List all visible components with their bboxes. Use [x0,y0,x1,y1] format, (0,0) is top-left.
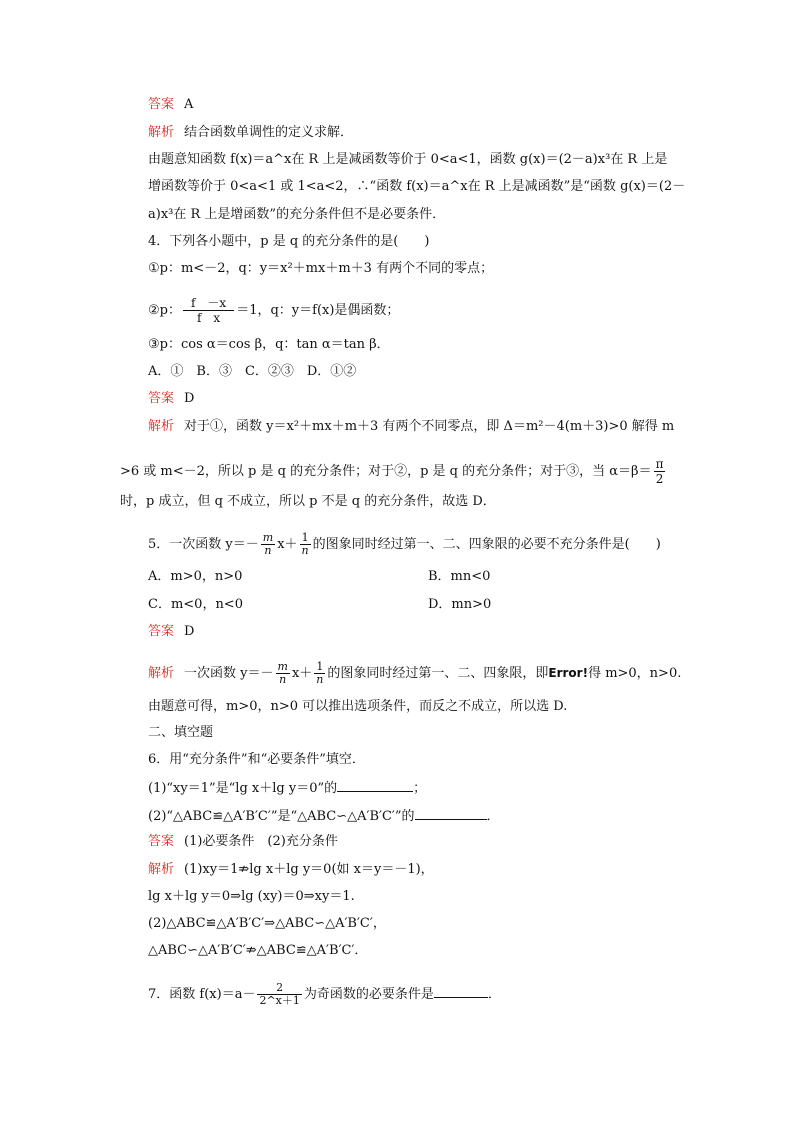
q6-blank-2[interactable] [415,806,487,820]
q6-analysis-line-3: (2)△ABC≌△A′B′C′⇒△ABC∽△A′B′C′， [148,916,386,931]
q4-item2-suffix: ＝1，q：y＝f(x)是偶函数； [236,303,400,318]
q6-analysis-text-1: (1)xy＝1⇏lg x＋lg y＝0(如 x＝y＝－1)， [184,862,434,877]
fraction-numerator: π [655,457,664,471]
q6-analysis-line-1 [148,861,434,879]
q5-analysis-suffix-1: 的图象同时经过第一、二、四象限，即 [327,666,549,681]
q3-analysis-intro: 结合函数单调性的定义求解． [184,125,354,140]
q6-item1-text: (1)“xy＝1”是“lg x＋lg y＝0”的 [148,781,338,796]
q7-stem [148,982,501,1007]
q5-option-d: D．mn>0 [428,597,492,612]
fraction-numerator: m [262,531,274,544]
q5-stem-mid: x＋ [277,537,298,552]
q6-item2-end: ． [486,809,500,824]
q4-stem: 4．下列各小题中，p 是 q 的充分条件的是( ) [148,234,430,249]
answer-tag: 答案 [148,834,175,849]
q4-options: A．① B．③ C．②③ D．①② [148,364,357,379]
q5-analysis-fraction-1-over-n [314,661,325,686]
fraction-denominator: 2 [654,471,666,486]
q6-item-1 [148,778,426,798]
fraction-denominator: f x [183,310,234,325]
q5-fraction-m-over-n [261,532,275,557]
q5-option-a: A．m>0，n>0 [148,569,243,584]
q4-analysis-text-2: >6 或 m<－2，所以 p 是 q 的充分条件；对于②，p 是 q 的充分条件；对于③，当 α＝β＝ [120,464,652,479]
q7-fraction [257,982,301,1007]
q7-stem-suffix: 为奇函数的必要条件是 [303,987,434,1002]
q5-analysis-prefix: 一次函数 y＝－ [184,666,274,681]
q5-stem [148,532,661,557]
q4-item-2 [148,296,399,325]
q4-answer-line [148,390,194,408]
q4-item-1: ①p：m<－2，q：y＝x²＋mx＋m＋3 有两个不同的零点； [148,261,494,276]
q5-option-c: C．m<0，n<0 [148,597,243,612]
fraction-denominator: n [276,673,290,686]
q5-stem-suffix: 的图象同时经过第一、二、四象限的必要不充分条件是( ) [312,537,661,552]
section-heading: 二、填空题 [148,725,214,740]
fraction-numerator: m [277,660,288,673]
q5-analysis-fraction-m-over-n [276,661,290,686]
fraction-denominator: n [301,544,309,557]
q6-item-2 [148,806,500,826]
analysis-tag: 解析 [148,862,175,877]
q5-stem-prefix: 5．一次函数 y＝－ [148,537,259,552]
q5-option-b: B．mn<0 [428,569,491,584]
q3-answer: A [184,97,194,112]
fraction-numerator: 1 [316,660,324,673]
q6-answer: (1)必要条件 (2)充分条件 [184,834,338,849]
fraction-denominator: n [316,673,324,686]
q6-analysis-line-2: lg x＋lg y＝0⇒lg (xy)＝0⇒xy＝1. [148,889,355,904]
answer-tag: 答案 [148,624,175,639]
answer-tag: 答案 [148,97,175,112]
q3-analysis-text-1: 由题意知函数 f(x)＝a^x在 R 上是减函数等价于 0<a<1，函数 g(x)＝(2－a)x³在 R 上是 [148,152,668,167]
fraction-denominator: n [261,544,275,557]
fraction-numerator: 2 [276,981,284,994]
fraction-numerator: f －x [190,296,227,310]
q6-item2-text: (2)“△ABC≌△A′B′C′”是“△ABC∽△A′B′C′”的 [148,809,415,824]
q3-analysis-text-3: a)x³在 R 上是增函数”的充分条件但不是必要条件． [148,207,446,222]
answer-tag: 答案 [148,391,175,406]
q7-stem-end: ． [487,987,501,1002]
q5-analysis-suffix-2: 得 m>0，n>0. [588,666,682,681]
error-marker: Error! [548,666,589,680]
q5-analysis-line-1 [148,661,681,686]
q4-item2-prefix: ②p： [148,303,181,318]
q5-analysis-line-2: 由题意可得，m>0，n>0 可以推出选项条件，而反之不成立，所以选 D. [148,699,568,714]
q6-answer-line [148,833,338,851]
q7-blank[interactable] [434,984,488,998]
analysis-tag: 解析 [148,666,175,681]
q5-analysis-mid: x＋ [291,666,313,681]
q4-answer: D [184,391,195,406]
q4-analysis-line-3: 时，p 成立，但 q 不成立，所以 p 不是 q 的充分条件，故选 D． [120,494,496,509]
q3-analysis-line [148,124,353,142]
q5-answer-line [148,623,194,641]
analysis-tag: 解析 [148,419,175,434]
q5-answer: D [184,624,195,639]
q4-analysis-fraction [654,457,666,486]
q3-answer-line [148,96,193,114]
q4-analysis-line-1 [148,418,674,436]
q4-analysis-text-1: 对于①，函数 y＝x²＋mx＋m＋3 有两个不同零点，即 Δ＝m²－4(m＋3)>0 解得 m [184,419,675,434]
fraction-denominator: 2^x＋1 [259,994,300,1007]
q4-item-3: ③p：cos α＝cos β，q：tan α＝tan β． [148,337,390,352]
analysis-tag: 解析 [148,125,175,140]
q6-blank-1[interactable] [337,778,413,792]
q6-stem: 6．用“充分条件”和“必要条件”填空． [148,752,365,767]
fraction-numerator: 1 [301,531,309,544]
q6-analysis-line-4: △ABC∽△A′B′C′⇏△ABC≌△A′B′C′． [148,943,368,958]
q5-fraction-1-over-n [300,532,311,557]
q4-analysis-line-2 [120,457,667,486]
q4-item2-fraction [183,296,234,325]
q7-stem-prefix: 7．函数 f(x)＝a－ [148,987,256,1002]
q6-item1-end: ； [413,781,427,796]
q3-analysis-text-2: 增函数等价于 0<a<1 或 1<a<2，∴“函数 f(x)＝a^x在 R 上是减函数”是“函数 g(x)＝(2－ [148,179,686,194]
